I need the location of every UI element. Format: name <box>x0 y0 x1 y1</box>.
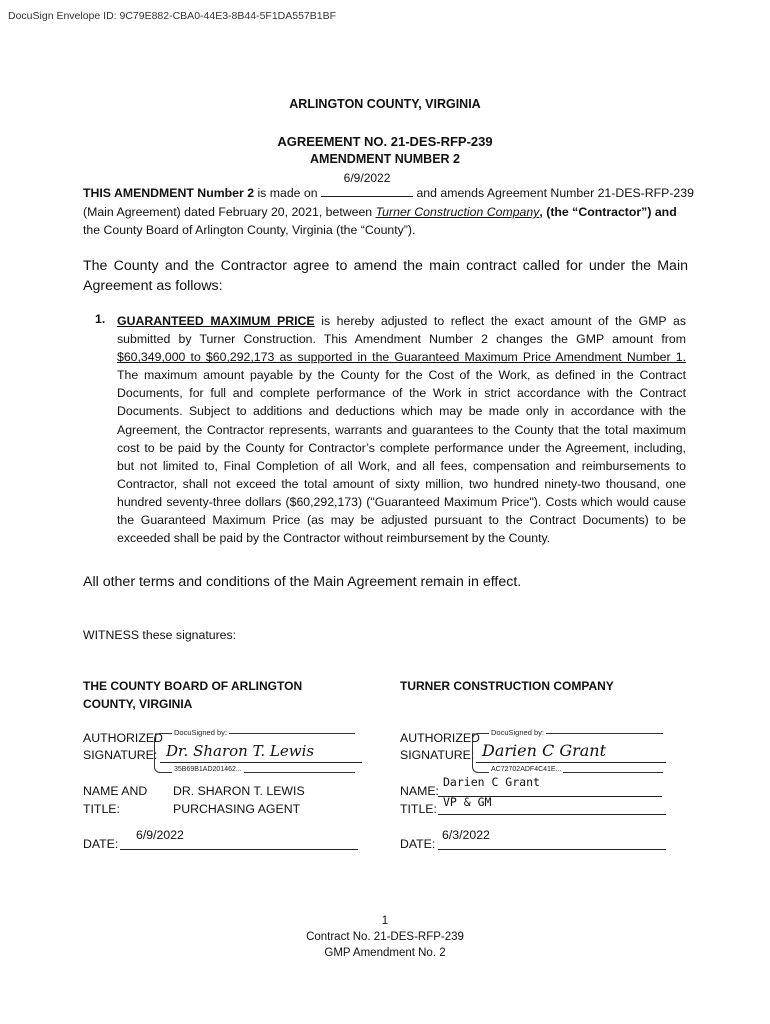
county-docusign-id: 35B69B1AD201462... <box>174 766 242 773</box>
contractor-name: Turner Construction Company <box>375 205 540 219</box>
other-terms: All other terms and conditions of the Main Agreement remain in effect. <box>83 574 522 590</box>
intro-line-3: the County Board of Arlington County, Virginia (the “County”). <box>83 223 416 237</box>
item-1-number: 1. <box>95 312 106 326</box>
intro-line2-a: (Main Agreement) dated February 20, 2021, between <box>83 205 376 219</box>
turner-authorized-label: AUTHORIZED <box>400 731 480 745</box>
county-title-value: PURCHASING AGENT <box>173 802 301 816</box>
county-date-value: 6/9/2022 <box>136 828 184 842</box>
county-authorized-label: AUTHORIZED <box>83 731 163 745</box>
county-signature-label: SIGNATURE: <box>83 748 158 762</box>
amendment-heading: AMENDMENT NUMBER 2 <box>310 152 460 166</box>
turner-title-value: VP & GM <box>443 795 492 809</box>
page-number: 1 <box>381 915 389 927</box>
turner-date-line <box>438 849 666 850</box>
turner-docusigned-by: DocuSigned by: <box>491 728 544 737</box>
county-board-title-2: COUNTY, VIRGINIA <box>83 697 193 711</box>
item-1-heading: GUARANTEED MAXIMUM PRICE <box>117 314 315 328</box>
county-date-label: DATE: <box>83 837 119 851</box>
county-title-label: TITLE: <box>83 802 120 816</box>
intro-made-on: is made on <box>254 186 322 200</box>
county-board-title-1: THE COUNTY BOARD OF ARLINGTON <box>83 679 303 693</box>
amendment-date-value: 6/9/2022 <box>343 170 391 185</box>
turner-date-value: 6/3/2022 <box>442 828 490 842</box>
turner-signature-line <box>476 762 666 763</box>
county-signature-image: Dr. Sharon T. Lewis <box>166 742 315 760</box>
turner-title: TURNER CONSTRUCTION COMPANY <box>400 679 614 693</box>
agree-statement: The County and the Contractor agree to amend the main contract called for under the Main Agreement as follows: <box>83 258 688 294</box>
intro-lead: THIS AMENDMENT Number 2 <box>83 186 255 200</box>
intro-line2-b: , (the “Contractor”) and <box>539 205 677 219</box>
county-name-and-label: NAME AND <box>83 784 148 798</box>
county-signature-line <box>160 762 362 763</box>
turner-name-value: Darien C Grant <box>443 775 540 789</box>
turner-signature-label: SIGNATURE: <box>400 748 475 762</box>
county-docusigned-by: DocuSigned by: <box>174 728 227 737</box>
footer-amendment: GMP Amendment No. 2 <box>324 947 446 959</box>
county-name-value: DR. SHARON T. LEWIS <box>173 784 305 798</box>
county-heading: ARLINGTON COUNTY, VIRGINIA <box>289 97 481 111</box>
witness-line: WITNESS these signatures: <box>83 628 237 642</box>
item-1-gmp-change: $60,349,000 to $60,292,173 as supported in the Guaranteed Maximum Price Amendment Number 1. <box>117 350 686 365</box>
turner-name-label: NAME: <box>400 784 439 798</box>
item-1-text-b: The maximum amount payable by the County for the Cost of the Work, as defined in the Contract Documents, for full and complete performance of the Work in strict accordance with the Contract Documents. Subject to additions and deductions which may be made only in accordance with the Agreement, the Contractor represents, warrants and guarantees to the County that the total maximum cost to be paid by the County for Contractor’s complete performance under the Agreement, including, but not limited to, Final Completion of all Work, and all fees, compensation and reimbursements to Contractor, shall not exceed the total amount of sixty million, two hundred ninety-two thousand, one hundred seventy-three dollars ($60,292,173) ("Guaranteed Maximum Price"). Costs which would cause the Guaranteed Maximum Price (as may be adjusted pursuant to the Contract Documents) to be exceeded shall be paid by the Contractor without reimbursement by the County. <box>117 368 686 546</box>
envelope-id: DocuSign Envelope ID: 9C79E882-CBA0-44E3-8B44-5F1DA557B1BF <box>8 10 337 22</box>
turner-docusign-id: AC72702ADF4C41E... <box>491 766 562 773</box>
turner-title-label: TITLE: <box>400 802 437 816</box>
amendment-date-field <box>321 170 413 197</box>
turner-title-line <box>438 814 666 815</box>
turner-date-label: DATE: <box>400 837 436 851</box>
intro-line-2 <box>83 203 693 222</box>
intro-after-date: and amends Agreement Number 21-DES-RFP-239 <box>413 186 694 200</box>
item-1-paragraph <box>117 312 686 547</box>
item-1-text-a: is hereby adjusted to reflect the exact amount of the GMP as submitted by Turner Construction. This Amendment Number 2 changes the GMP amount from <box>117 314 686 347</box>
footer-contract: Contract No. 21-DES-RFP-239 <box>306 931 464 943</box>
intro-line-1 <box>83 170 694 203</box>
county-date-line <box>120 849 358 850</box>
turner-signature-image: Darien C Grant <box>482 741 607 760</box>
agreement-number: AGREEMENT NO. 21-DES-RFP-239 <box>277 134 493 149</box>
